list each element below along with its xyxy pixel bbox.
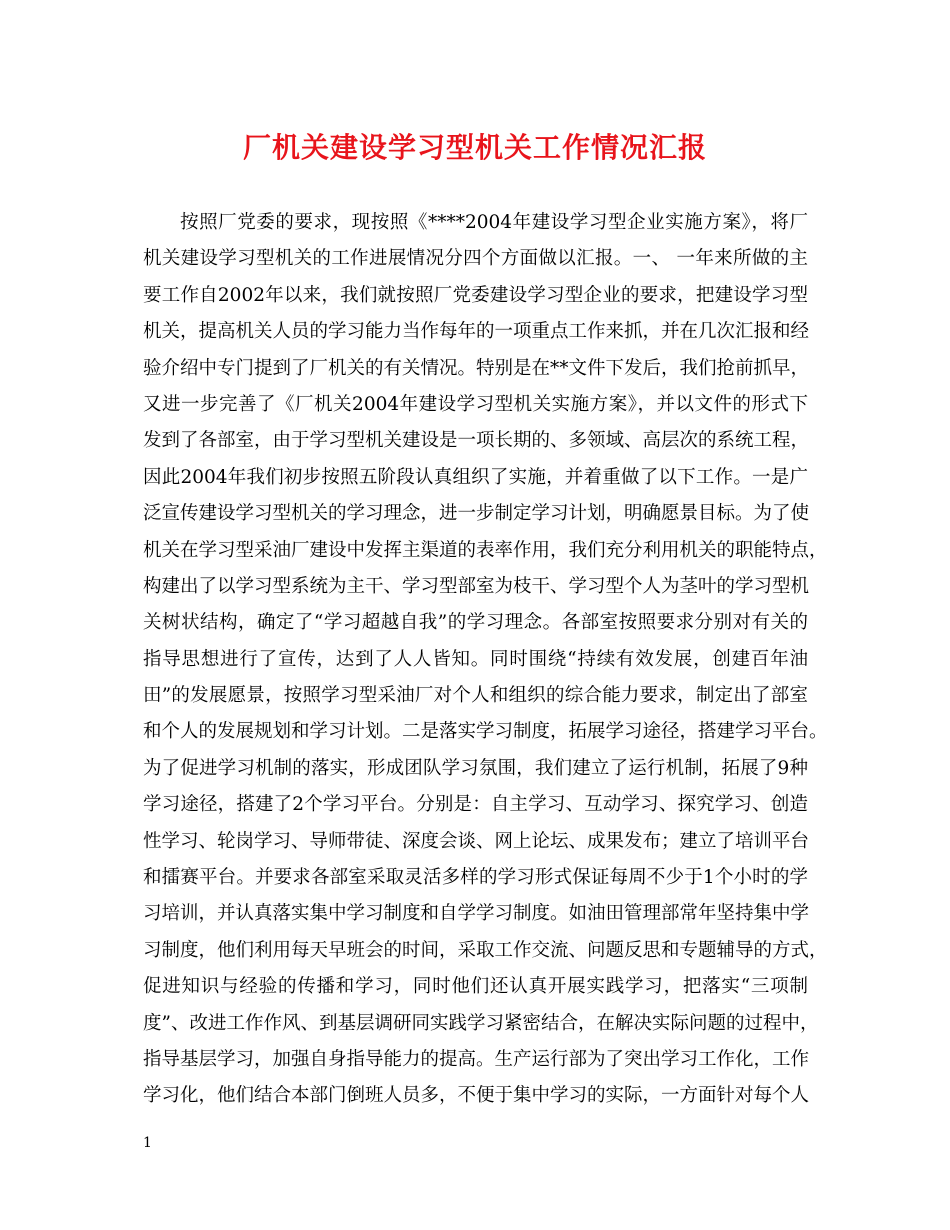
body-line: 学习化，他们结合本部门倒班人员多，不便于集中学习的实际，一方面针对每个人: [143, 1085, 810, 1107]
body-line: 田”的发展愿景，按照学习型采油厂对个人和组织的综合能力要求，制定出了部室: [143, 685, 808, 707]
body-line: 机关在学习型采油厂建设中发挥主渠道的表率作用，我们充分利用机关的职能特点，: [143, 539, 828, 561]
body-line: 机关，提高机关人员的学习能力当作每年的一项重点工作来抓，并在几次汇报和经: [143, 321, 810, 343]
body-line: 发到了各部室，由于学习型机关建设是一项长期的、多领域、高层次的系统工程，: [143, 430, 810, 452]
body-line: 指导思想进行了宣传，达到了人人皆知。同时围绕“持续有效发展，创建百年油: [143, 648, 808, 670]
body-line: 习培训，并认真落实集中学习制度和自学学习制度。如油田管理部常年坚持集中学: [143, 903, 810, 925]
body-line: 性学习、轮岗学习、导师带徒、深度会谈、网上论坛、成果发布；建立了培训平台: [143, 830, 810, 852]
body-line: 构建出了以学习型系统为主干、学习型部室为枝干、学习型个人为茎叶的学习型机: [143, 575, 810, 597]
body-line: 关树状结构，确定了“学习超越自我”的学习理念。各部室按照要求分别对有关的: [143, 612, 808, 634]
body-line: 按照厂党委的要求，现按照《****2004年建设学习型企业实施方案》，将厂: [180, 212, 808, 233]
body-line: 和个人的发展规划和学习计划。二是落实学习制度，拓展学习途径，搭建学习平台。: [143, 721, 828, 743]
body-line: 机关建设学习型机关的工作进展情况分四个方面做以汇报。一、 一年来所做的主: [143, 248, 808, 270]
body-line: 促进知识与经验的传播和学习，同时他们还认真开展实践学习，把落实“三项制: [143, 976, 808, 998]
body-line: 学习途径，搭建了2个学习平台。分别是：自主学习、互动学习、探究学习、创造: [143, 794, 808, 816]
body-line: 指导基层学习，加强自身指导能力的提高。生产运行部为了突出学习工作化，工作: [143, 1048, 810, 1070]
body-line: 和擂赛平台。并要求各部室采取灵活多样的学习形式保证每周不少于1个小时的学: [143, 867, 808, 889]
page-number: 1: [143, 1135, 152, 1151]
body-line: 习制度，他们利用每天早班会的时间，采取工作交流、问题反思和专题辅导的方式，: [143, 939, 828, 961]
body-line: 验介绍中专门提到了厂机关的有关情况。特别是在**文件下发后，我们抢前抓早，: [143, 357, 810, 379]
body-line: 度”、改进工作作风、到基层调研同实践学习紧密结合，在解决实际问题的过程中，: [143, 1012, 819, 1034]
body-line: 泛宣传建设学习型机关的学习理念，进一步制定学习计划，明确愿景目标。为了使: [143, 503, 810, 525]
body-line: 又进一步完善了《厂机关2004年建设学习型机关实施方案》，并以文件的形式下: [143, 393, 808, 415]
document-body: [143, 205, 828, 1115]
body-line: 因此2004年我们初步按照五阶段认真组织了实施，并着重做了以下工作。一是广: [143, 466, 808, 488]
body-line: 要工作自2002年以来，我们就按照厂党委建设学习型企业的要求，把建设学习型: [143, 284, 808, 306]
document-title: 厂机关建设学习型机关工作情况汇报: [242, 131, 707, 164]
body-line: 为了促进学习机制的落实，形成团队学习氛围，我们建立了运行机制，拓展了9种: [143, 757, 808, 779]
